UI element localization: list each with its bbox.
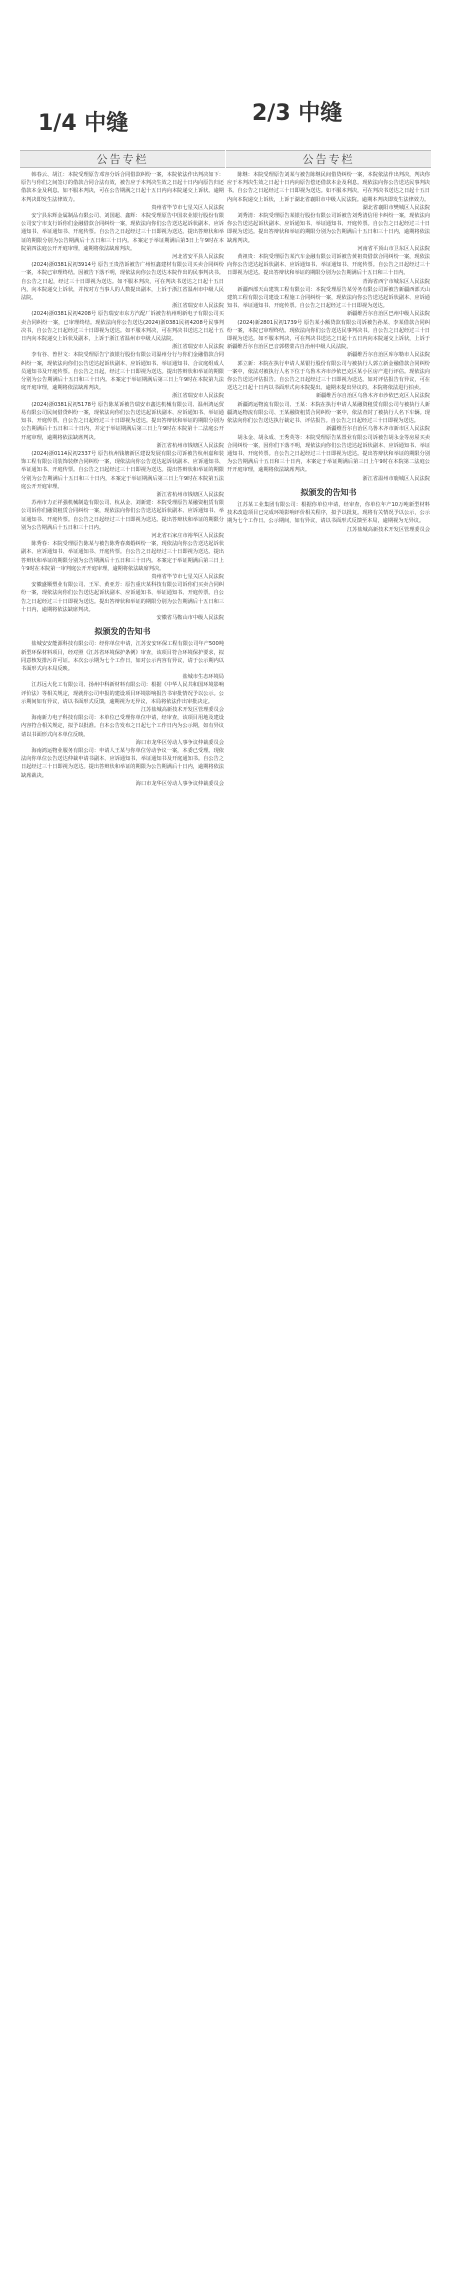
notice-paragraph: 苏州市力正祥强机械制造有限公司、杭从金、刘新建：本院受理原告某融资租赁有限公司诉你们融资租赁合同纠纷一案，现依法向你们公告送达起诉状副本、应诉通知书、举证通知书、开庭传票。自公告之日起经过三十日即视为送达。提出答辩状和举证的期限分别为公告期满后十五日和三十日内。	[21, 500, 224, 531]
right-column-banner: 公告专栏	[226, 150, 431, 168]
notice-signature: 盐城市生态环境局	[182, 674, 224, 681]
left-column-body	[20, 168, 225, 788]
section-heading: 拟颁发的告知书	[300, 487, 357, 497]
notice-paragraph: (2024)浙0381民初5178号 原告陈某诉被告瑞安市鑫达机械有限公司、温州鸿运贸易有限公司民间借贷纠纷一案，现依法向你们公告送达起诉状副本、应诉通知书、举证通知书、开庭传票。自公告之日起经过三十日即视为送达。提出答辩状和举证的期限分别为公告期满后十五日和三十日内，并定于举证期满后第三日上午9时在本院第十二法庭公开开庭审理，逾期将依法缺席判决。	[21, 401, 224, 441]
notice-signature: 浙江省杭州市钱塘区人民法院	[156, 491, 224, 498]
notice-paragraph: 李有谷、曾世文：本院受理原告宁波银行股份有限公司温州分行与你们金融借款合同纠纷一案，现依法向你们公告送达起诉状副本、应诉通知书、举证通知书、合议庭组成人员通知书及开庭传票。自公告之日起，经过三十日即视为送达。提出答辩状和举证的期限分别为公告期满后十五日和三十日内。本案定于举证期满后第三日上午9时在本院第九法庭开庭审理，逾期将依法缺席判决。	[21, 352, 224, 392]
section-heading: 拟颁发的告知书	[94, 627, 151, 637]
notice-signature: 新疆维吾尔自治区乌鲁木齐市沙依巴克区人民法院	[315, 393, 430, 400]
notice-signature: 贵州省毕节市七星关区人民法院	[151, 573, 224, 580]
right-page-title: 2/3 中缝	[252, 101, 343, 126]
notice-paragraph: (2024)浙0381民初4208号 原告瑞安市东方汽配厂诉被告杭州明新电子有限公司买卖合同纠纷一案，已审理终结。现依法向你公告送达(2024)浙0381民初4208号民事判决书，自公告之日起经过三十日即视为送达。如不服本判决，可在判决书送达之日起十五日内向本院递交上诉状及副本，上诉于浙江省温州市中级人民法院。	[21, 311, 224, 343]
notice-paragraph: 新疆西部天山建筑工程有限公司：本院受理原告某劳务有限公司诉被告新疆西部天山建筑工程有限公司建设工程施工合同纠纷一案，现依法向你公告送达起诉状副本、应诉通知书、举证通知书、开庭传票。自公告之日起经过三十日即视为送达。	[227, 286, 430, 310]
notice-signature: 河北省石家庄市裕华区人民法院	[151, 532, 224, 539]
notice-signature: 新疆维吾尔自治区乌鲁木齐市新市区人民法院	[326, 426, 430, 433]
notice-paragraph: 刘秀清：本院受理原告某银行股份有限公司诉被告刘秀清信用卡纠纷一案，现依法向你公告送达起诉状副本、应诉通知书、举证通知书、开庭传票。自公告之日起经过三十日即视为送达。提出答辩状和举证的期限分别为公告期满后十五日和三十日内，逾期将依法缺席判决。	[227, 213, 430, 244]
notice-signature: 安徽省马鞍山市中级人民法院	[156, 614, 224, 621]
notice-paragraph: 黄祖贵：本院受理原告某汽车金融有限公司诉被告黄祖贵借款合同纠纷一案，现依法向你公告送达起诉状副本、应诉通知书、举证通知书、开庭传票。自公告之日起经过三十日即视为送达。提出答辩状和举证的期限分别为公告期满后十五日和三十日内。	[227, 254, 430, 277]
left-notice-column	[20, 150, 225, 2294]
notice-signature: 河南省平顶山市卫东区人民法院	[357, 245, 430, 252]
notice-signature: 河北省安平县人民法院	[172, 254, 224, 261]
notice-paragraph: 海南鸿运物业服务有限公司：申请人王某与你单位劳动争议一案，本委已受理。现依法向你单位公告送达仲裁申请书副本、应诉通知书、举证通知书及开庭通知书。自公告之日起经过三十日即视为送达。提出答辩状和举证的期限为公告期满后十日内，逾期将依法缺席裁决。	[21, 748, 224, 779]
right-notice-column	[226, 150, 431, 2294]
notice-signature: 新疆维吾尔自治区巴州中级人民法院	[346, 311, 430, 318]
notice-signature: 江苏盐城高新技术开发区管理委员会	[140, 707, 224, 713]
notice-paragraph: 安宁县东辉金属制品有限公司、刘国超、鑫辉：本院受理原告中国农业银行股份有限公司安宁市支行诉你们金融借款合同纠纷一案，现依法向你们公告送达起诉状副本、应诉通知书、举证通知书、开庭传票。自公告之日起经过三十日即视为送达。提出答辩状和举证的期限分别为公告期满后十五日和三十日内。本案定于举证期满后第3日上午9时在本院第四法庭公开开庭审理，逾期将依法缺席判决。	[21, 213, 224, 252]
notice-paragraph: 安徽盛顺塑业有限公司、王军、黄亚芳：原告重庆某科技有限公司诉你们买卖合同纠纷一案，现依法向你们公告送达起诉状副本、应诉通知书、举证通知书、开庭传票。自公告之日起经过三十日即视为送达。提出答辩状和举证的期限分别为公告期满后十五日和三十日内，逾期将依法缺席判决。	[21, 582, 224, 613]
notice-signature: 新疆维吾尔自治区库尔勒市人民法院	[346, 352, 430, 359]
notice-paragraph: 胡永金、胡永成、王秀英等：本院受理原告某置业有限公司诉被告胡永金等房屋买卖合同纠纷一案，因你们下落不明，现依法向你们公告送达起诉状副本、应诉通知书、举证通知书、开庭传票。自公告之日起经过三十日即视为送达。提出答辩状和举证的期限分别为公告期满后十五日和三十日内，本案定于举证期满后第三日上午9时在本院第二法庭公开开庭审理，逾期将依法缺席判决。	[227, 434, 430, 474]
page-header	[0, 0, 450, 170]
left-page-title: 1/4 中缝	[38, 111, 129, 136]
notice-signature: 贵州省毕节市七星关区人民法院	[151, 204, 224, 211]
notice-signature: 浙江省温州市鹿城区人民法院	[362, 475, 430, 482]
notice-signature: 青海省西宁市城东区人民法院	[362, 278, 430, 285]
notice-paragraph: 盐城安安能源科技有限公司：经你单位申请，江苏安安环保工程有限公司年产500吨新型环保材料项目，经对照《江苏省环境保护条例》审查，该项目符合环境保护要求，拟同意核发排污许可证。本次公示期为七个工作日，如对公示内容有异议，请于公示期内以书面形式向本局反映。	[21, 641, 224, 672]
notice-paragraph: 新疆鸿运物流有限公司、王某：本院在执行申请人某融资租赁有限公司与被执行人新疆鸿运物流有限公司、王某融资租赁合同纠纷一案中，依法查封了被执行人名下车辆。现依法向你们公告送达执行裁定书、评估报告。自公告之日起经过三十日即视为送达。	[227, 401, 430, 425]
notice-signature: 浙江省瑞安市人民法院	[172, 303, 224, 310]
notice-signature: 浙江省瑞安市人民法院	[172, 393, 224, 400]
notice-signature: 海口市龙华区劳动人事争议仲裁委员会	[135, 739, 224, 746]
notice-paragraph: (2024)浙0381民初3914号 原告王贵浩诉被告广州恒鑫建材有限公司买卖合同纠纷一案，本院已审理终结。因被告下落不明，现依法向你公告送达本院作出的民事判决书。自公告之日起，经过三十日即视为送达。如不服本判决，可在判决书送达之日起十五日内，向本院递交上诉状，并按对方当事人的人数提出副本，上诉于浙江省温州市中级人民法院。	[21, 262, 224, 302]
right-column-body	[226, 168, 431, 534]
notice-signature: 海口市龙华区劳动人事争议仲裁委员会	[135, 780, 224, 787]
left-column-banner: 公告专栏	[20, 150, 225, 168]
notice-paragraph: 陈继：本院受理原告刘某与被告陈继民间借贷纠纷一案，本院依法作出判决，判决你应于本判决生效之日起十日内向原告偿还借款本金及利息。现依法向你公告送达民事判决书。自公告之日起经过三十日即视为送达。如不服本判决，可在判决书送达之日起十五日内向本院递交上诉状，上诉于湖北省襄阳市中级人民法院。逾期本判决即发生法律效力。	[227, 172, 430, 203]
notice-paragraph: (2024)新2801民初1739号 原告某小额贷款有限公司诉被告孙某、李某借款合同纠纷一案，本院已审理终结。现依法向你们公告送达民事判决书。自公告之日起经过三十日即视为送达。如不服本判决，可在判决书送达之日起十五日内向本院递交上诉状，上诉于新疆维吾尔自治区巴音郭楞蒙古自治州中级人民法院。	[227, 319, 430, 351]
notice-paragraph: 江苏某工业集团有限公司：根据你单位申请，经审查，你单位年产10万吨新型材料技术改造项目已完成环境影响评价相关程序，拟予以批复。现将有关情况予以公示，公示期为七个工作日。公示期间，如有异议，请以书面形式反馈至本局，逾期视为无异议。	[227, 501, 430, 525]
notice-signature: 浙江省杭州市钱塘区人民法院	[156, 442, 224, 449]
notice-signature: 江苏盐城高新技术开发区管理委员会	[346, 526, 430, 533]
notice-paragraph: 陈秀春：本院受理原告陈某与被告陈秀春离婚纠纷一案，现依法向你公告送达起诉状副本、应诉通知书、举证通知书、开庭传票。自公告之日起经过三十日即视为送达。提出答辩状和举证的期限分别为公告期满后十五日和三十日内。本案定于举证期满后第三日上午9时在本院第一审判庭公开开庭审理，逾期将依法缺席判决。	[21, 541, 224, 572]
notice-signature: 浙江省瑞安市人民法院	[172, 344, 224, 351]
notice-paragraph: 海南新力电子科技有限公司：本单位已受理你单位申请，经审查，该项目用地及建设内容符合相关规定，拟予以批准。自本公告发布之日起七个工作日内为公示期，如有异议请以书面形式向本单位反映。	[21, 715, 224, 738]
notice-paragraph: 韩春云、胡江：本院受理原告邓容分诉合同借款纠纷一案，本院依法作出判决如下：原告与你们之间签订的借款合同合法有效，被告应于本判决生效之日起十日内向原告归还借款本金及利息。如不服本判决，可在公告期满之日起十五日内向本院递交上诉状。逾期本判决即发生法律效力。	[21, 172, 224, 203]
notice-signature: 湖北省襄阳市樊城区人民法院	[362, 204, 430, 211]
notice-paragraph: (2024)浙0114民初2337号 原告杭州钱塘新区建设发展有限公司诉被告杭州嘉和装饰工程有限公司装饰装修合同纠纷一案，现依法向你公告送达起诉状副本、应诉通知书、举证通知书、开庭传票。自公告之日起经过三十日即视为送达。提出答辩状和举证的期限分别为公告期满后十五日和三十日内，本案定于举证期满后第三日上午9时在本院第五法庭公开开庭审理。	[21, 450, 224, 490]
notice-paragraph: 郭立新：本院在执行申请人某银行股份有限公司与被执行人郭立新金融借款合同纠纷一案中，依法对被执行人名下位于乌鲁木齐市沙依巴克区某小区房产进行评估。现依法向你公告送达评估报告。自公告之日起经过三十日即视为送达。如对评估报告有异议，可在送达之日起十日内以书面形式向本院提出。逾期未提出异议的，本院将依法进行拍卖。	[227, 360, 430, 392]
notice-paragraph: 江苏远大化工有限公司、扬州中科新材料有限公司：根据《中华人民共和国环境影响评价法》等相关规定，现就你公司申报的建设项目环境影响报告书审批情况予以公示。公示期间如有异议，请以书面形式反馈，逾期视为无异议，本局将依法作出审批决定。	[21, 682, 224, 705]
